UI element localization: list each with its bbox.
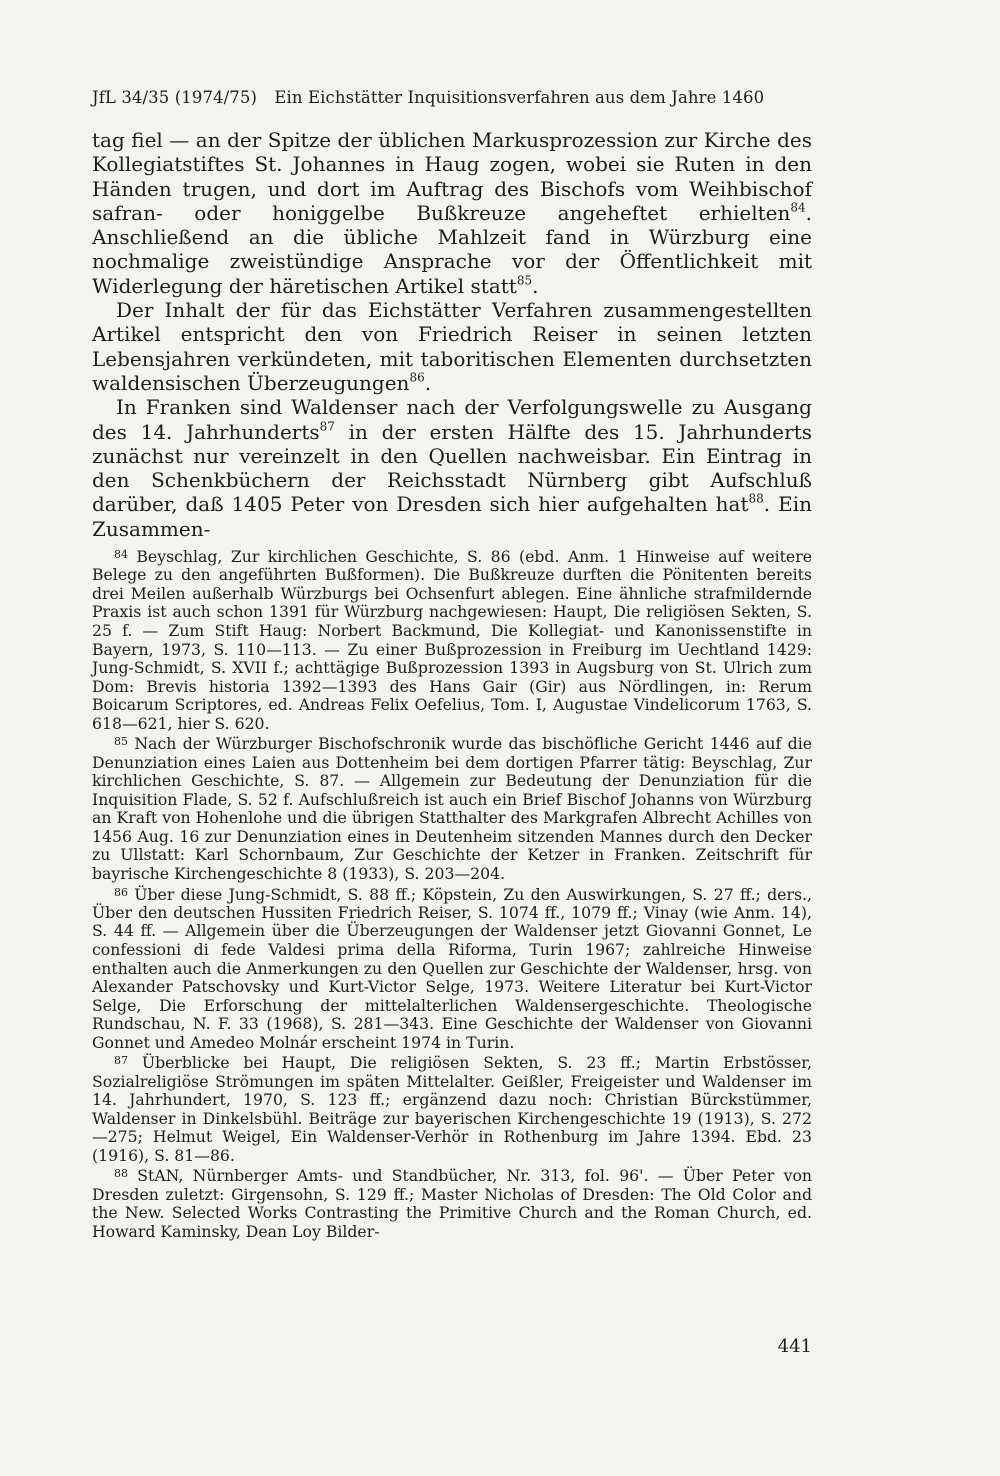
footnote-84 [92,546,812,733]
footnote-text: Beyschlag, Zur kirchlichen Geschichte, S. 86 (ebd. Anm. 1 Hinweise auf weitere Belege zu den angeführten Bußformen). Die Bußkreuze durften die Pönitenten bereits drei Meilen außerhalb Würzburgs bei Ochsenfurt ablegen. Eine ähnliche strafmildernde Praxis ist auch schon 1391 für Würzburg nachgewiesen: Haupt, Die religiösen Sekten, S. 25 f. — Zum Stift Haug: Norbert Backmund, Die Kollegiat- und Kanonissenstifte in Bayern, 1973, S. 110—113. — Zu einer Bußprozession in Freiburg im Uechtland 1429: Jung-Schmidt, S. XVII f.; achttägige Bußprozession 1393 in Augsburg von St. Ulrich zum Dom: Brevis historia 1392—1393 des Hans Gair (Gir) aus Nördlingen, in: Rerum Boicarum Scriptores, ed. Andreas Felix Oefelius, Tom. I, Augustae Vindelicorum 1763, S. 618—621, hier S. 620. [92,546,812,733]
journal-reference: JfL 34/35 (1974/75) [92,88,258,107]
paragraph-1 [92,128,812,298]
footnote-ref-88: 88 [748,492,764,507]
text-segment: tag fiel — an der Spitze der üblichen Markusprozession zur Kirche des Kollegiatstiftes St. Johannes in Haug zogen, wobei sie Ruten in den Händen trugen, und dort im Auftrag des Bischofs vom Weihbischof safran- oder honiggelbe Bußkreuze angeheftet erhielten [92,128,812,225]
text-segment: . Anschließend an die übliche Mahlzeit fand in Würzburg eine nochmalige zweistündige Ansprache vor der Öffentlichkeit mit Widerlegung der häretischen Artikel statt [92,200,812,298]
text-segment: . Ein Zusammen- [92,492,812,541]
text-segment: . [424,370,432,395]
footnote-number: 87 [114,1054,128,1068]
footnote-number: 86 [114,885,128,899]
footnote-ref-84: 84 [790,200,806,215]
footnote-ref-85: 85 [516,273,533,288]
footnote-85 [92,733,812,883]
footnotes [92,546,812,1241]
footnote-number: 88 [114,1167,128,1181]
text-segment: in der ersten Hälfte des 15. Jahrhunderts zunächst nur vereinzelt in den Quellen nachweisbar. Ein Eintrag in den Schenkbüchern der Reichsstadt Nürnberg gibt Aufschluß darüber, daß 1405 Peter von Dresden sich hier aufgehalten hat [92,419,812,517]
footnote-ref-86: 86 [409,370,425,385]
footnote-text: Nach der Würzburger Bischofschronik wurde das bischöfliche Gericht 1446 auf die Denunziation eines Laien aus Dottenheim bei dem dortigen Pfarrer tätig: Beyschlag, Zur kirchlichen Geschichte, S. 87. — Allgemein zur Bedeutung der Denunziation für die Inquisition Flade, S. 52 f. Aufschlußreich ist auch ein Brief Bischof Johanns von Würzburg an Kraft von Hohenlohe und die übrigen Statthalter des Markgrafen Albrecht Achilles von 1456 Aug. 16 zur Denunziation eines in Deutenheim sitzenden Mannes durch den Decker zu Ullstatt: Karl Schornbaum, Zur Geschichte der Ketzer in Franken. Zeitschrift für bayrische Kirchengeschichte 8 (1933), S. 203—204. [92,734,812,883]
text-segment: Der Inhalt der für das Eichstätter Verfahren zusammengestellten Artikel entspricht den von Friedrich Reiser in seinen letzten Lebensjahren verkündeten, mit taboritischen Elementen durchsetzten waldensischen Überzeugungen [92,298,812,395]
footnote-number: 84 [114,548,128,561]
footnote-number: 85 [114,735,128,749]
footnote-text: StAN, Nürnberger Amts- und Standbücher, Nr. 313, fol. 96'. — Über Peter von Dresden zuletzt: Girgensohn, S. 129 ff.; Master Nicholas of Dresden: The Old Color and the New. Selected Works Contrasting the Primitive Church and the Roman Church, ed. Howard Kaminsky, Dean Loy Bilder- [92,1166,812,1241]
paragraph-3 [92,395,812,541]
main-text [92,128,812,541]
footnote-88 [92,1165,812,1241]
paragraph-2 [92,298,812,395]
page-number: 441 [777,1336,812,1357]
text-segment: In Franken sind Waldenser nach der Verfolgungswelle zu Ausgang des 14. Jahrhunderts [92,395,812,444]
footnote-86 [92,884,812,1053]
article-title: Ein Eichstätter Inquisitionsverfahren aus dem Jahre 1460 [274,88,765,107]
footnote-87 [92,1052,812,1165]
text-segment: . [532,273,539,298]
footnote-ref-87: 87 [319,419,335,434]
footnote-text: Über diese Jung-Schmidt, S. 88 ff.; Köpstein, Zu den Auswirkungen, S. 27 ff.; ders., Über den deutschen Hussiten Friedrich Reiser, S. 1074 ff., 1079 ff.; Vinay (wie Anm. 14), S. 44 ff. — Allgemein über die Überzeugungen der Waldenser jetzt Giovanni Gonnet, Le confessioni di fede Valdesi prima della Riforma, Turin 1967; zahlreiche Hinweise enthalten auch die Anmerkungen zu den Quellen zur Geschichte der Waldenser, hrsg. von Alexander Patschovsky und Kurt-Victor Selge, 1973. Weitere Literatur bei Kurt-Victor Selge, Die Erforschung der mittelalterlichen Waldensergeschichte. Theologische Rundschau, N. F. 33 (1968), S. 281—343. Eine Geschichte der Waldenser von Giovanni Gonnet und Amedeo Molnár erscheint 1974 in Turin. [92,884,812,1052]
footnote-text: Überblicke bei Haupt, Die religiösen Sekten, S. 23 ff.; Martin Erbstösser, Sozialreligiöse Strömungen im späten Mittelalter. Geißler, Freigeister und Waldenser im 14. Jahrhundert, 1970, S. 123 ff.; ergänzend dazu noch: Christian Bürckstümmer, Waldenser in Dinkelsbühl. Beiträge zur bayerischen Kirchengeschichte 19 (1913), S. 272—275; Helmut Weigel, Ein Waldenser-Verhör in Rothenburg im Jahre 1394. Ebd. 23 (1916), S. 81—86. [92,1053,812,1165]
running-header [92,88,812,107]
